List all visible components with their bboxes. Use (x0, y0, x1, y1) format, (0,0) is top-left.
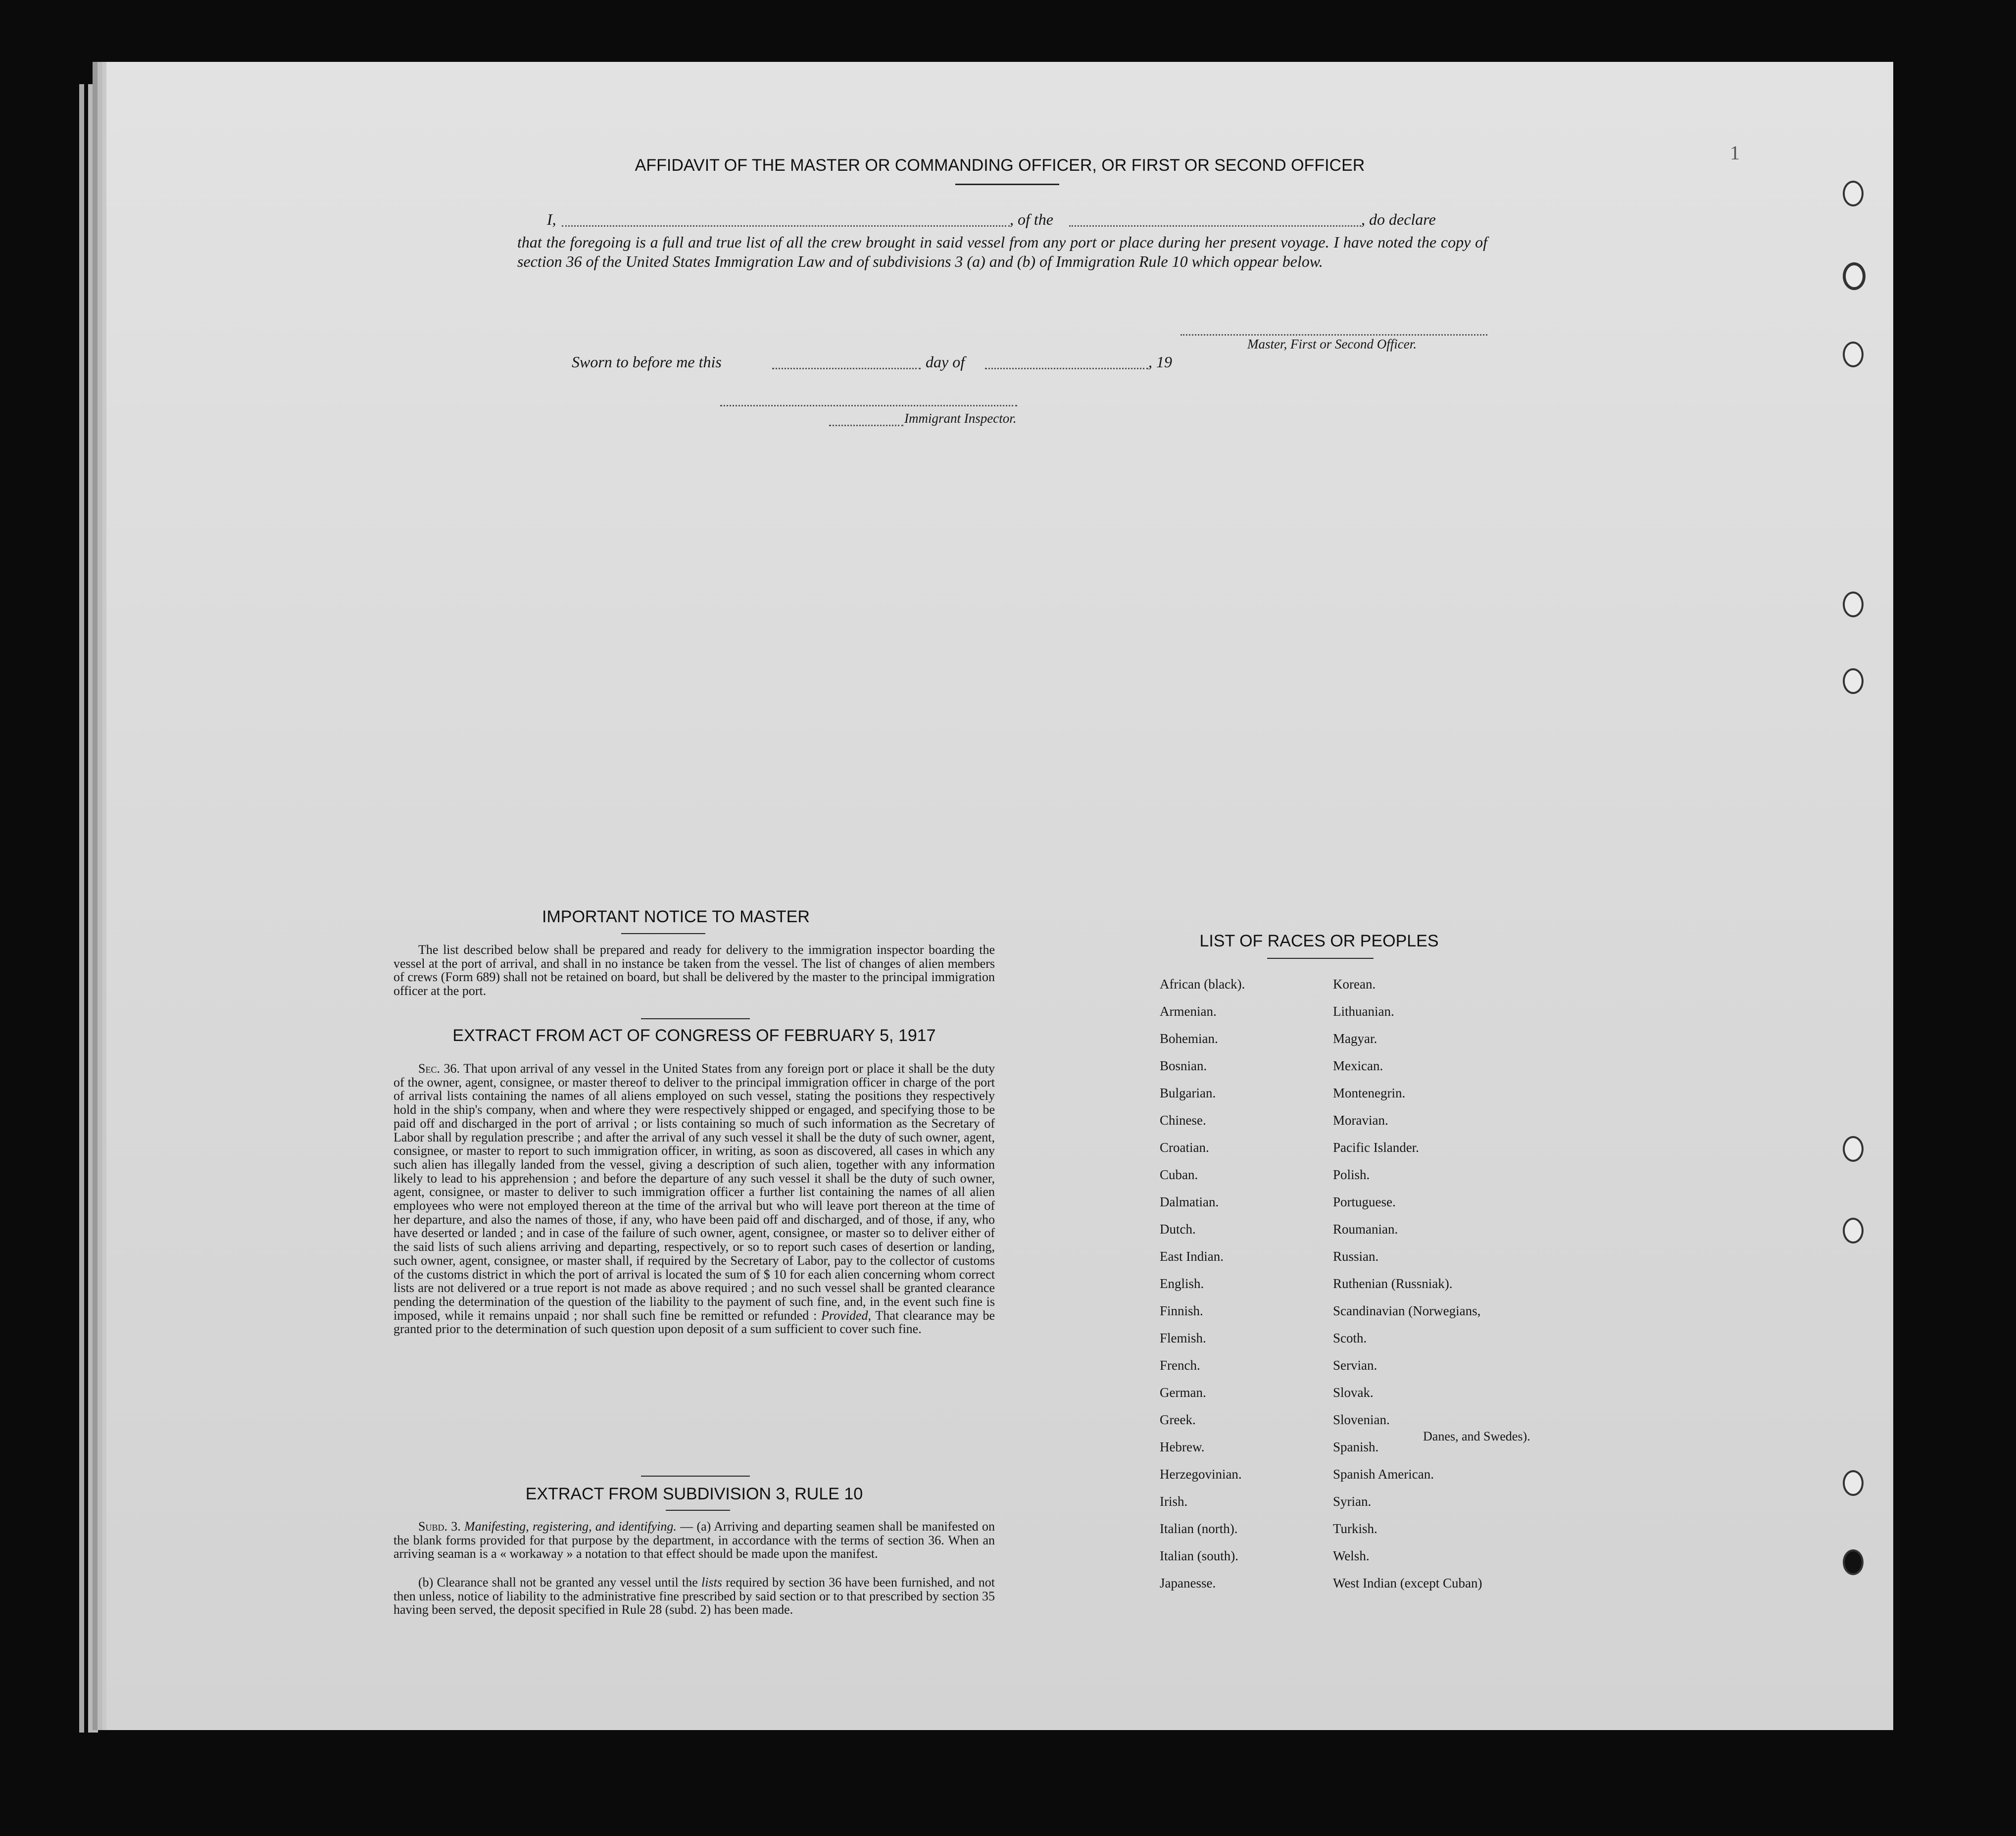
race-item: West Indian (except Cuban) (1333, 1576, 1482, 1590)
vessel-blank-line[interactable] (1069, 225, 1361, 227)
race-item: Magyar. (1333, 1031, 1377, 1046)
race-item: German. (1160, 1385, 1206, 1400)
rule-title-rule (666, 1510, 730, 1511)
race-item: East Indian. (1160, 1249, 1224, 1264)
affidavit-declare-label: , do declare (1361, 210, 1436, 228)
race-item: Slovenian. (1333, 1412, 1390, 1427)
race-item: Spanish American. (1333, 1467, 1434, 1482)
race-item: Roumanian. (1333, 1222, 1398, 1237)
race-item: African (black). (1160, 977, 1245, 992)
binder-hole (1843, 1136, 1864, 1162)
notice-text: The list described below shall be prepared and ready for delivery to the immigration inspector boarding the vessel at the port of arrival, and shall in no instance be taken from the vessel. The list of changes of alien members of crews (Form 689) shall not be retained on board, but shall be delivered by the master to the principal immigration officer at the port. (393, 943, 995, 998)
race-item: Bosnian. (1160, 1058, 1207, 1073)
proviso-word: Provided, (821, 1308, 871, 1323)
para-b-text-1: Clearance shall not be granted any vessel until the (437, 1575, 698, 1589)
subd-title: Manifesting, registering, and identifying. (464, 1519, 677, 1534)
races-title: LIST OF RACES OR PEOPLES (1199, 932, 1439, 950)
para-b-lists: lists (701, 1575, 722, 1589)
race-item: Korean. (1333, 977, 1376, 992)
binder-hole (1843, 668, 1864, 694)
race-item: Welsh. (1333, 1548, 1370, 1563)
race-item: Italian (north). (1160, 1521, 1238, 1536)
race-item: Flemish. (1160, 1331, 1206, 1345)
race-item: Hebrew. (1160, 1439, 1205, 1454)
notice-rule (621, 933, 705, 934)
binder-hole (1843, 181, 1864, 206)
act-text-main: That upon arrival of any vessel in the United States from any foreign port or place it shall be the duty of the owner, agent, consignee, or master thereof to deliver to the principal immigration officer in charge of the port of arrival lists containing the names of all aliens employed on such vessel, stating the positions they respectively hold in the ship's company, when and where they were respectively shipped or engaged, and specifying those to be paid off and discharged in the port of arrival ; or lists containing so much of such information as the Secretary of Labor shall by regulation prescribe ; and after the arrival of any such vessel it shall be the duty of such owner, agent, consignee, or master to report to such immigration officer, in writing, as soon as discovered, all cases in which any such alien has illegally landed from the vessel, giving a description of such alien, together with any information likely to lead to his apprehension ; and before the departure of any such vessel it shall be the duty of such owner, agent, consignee, or master to deliver to such immigration officer a further list containing the names of all alien employees who were not employed thereon at the time of the arrival but who will leave port thereon at the time of her departure, and also the names of those, if any, who have been paid off and discharged, and of those, if any, who have deserted or landed ; and in case of the failure of such owner, agent, consignee, or master so to deliver either of the said lists of such aliens arriving and departing, respectively, or so to report such cases of desertion or landing, such owner, agent, consignee, or master shall, if required by the Secretary of Labor, pay to the collector of customs of the customs district in which the port of arrival is located the sum of $ 10 for each alien concerning whom correct lists are not delivered or a true report is not made as above required ; and no such vessel shall be granted clearance pending the determination of the question of the liability to the payment of such fine, and, in the event such fine is imposed, while it remains unpaid ; nor shall such fine be remitted or refunded : (393, 1061, 995, 1323)
page-edge-strip (88, 84, 98, 1733)
inspector-signature-line-short (829, 425, 903, 426)
subd-label: Subd. 3. (418, 1519, 461, 1534)
binder-hole (1843, 1470, 1864, 1496)
race-item: Spanish. (1333, 1439, 1379, 1454)
race-item: Italian (south). (1160, 1548, 1238, 1563)
race-item: Bulgarian. (1160, 1086, 1216, 1100)
race-item: Bohemian. (1160, 1031, 1218, 1046)
title-rule (955, 184, 1059, 185)
day-of-label: day of (926, 353, 965, 371)
act-text-proviso: That clearance may be granted prior to the determination of such question upon deposit of a sum sufficient to cover such fine. (393, 1308, 995, 1337)
para-b-text-2: required by section 36 have been furnished, and not then unless, notice of liability to the administrative fine prescribed by said section or to that prescribed by section 35 having been served, the deposit specified in Rule 28 (subd. 2) has been made. (393, 1575, 995, 1617)
race-item: Moravian. (1333, 1113, 1388, 1128)
act-extract-title: EXTRACT FROM ACT OF CONGRESS OF FEBRUARY 5, 1917 (452, 1026, 936, 1045)
section-36-label: Sec. 36. (418, 1061, 460, 1076)
inspector-signature-line[interactable] (720, 405, 1017, 406)
notice-separator (641, 1018, 750, 1019)
para-a-text: Arriving and departing seamen shall be manifested on the blank forms provided for that purpose by the department, in accordance with the terms of section 36. When an arriving seaman is a « workaway » a notation to that effect should be made upon the manifest. (393, 1519, 995, 1561)
race-item: Portuguese. (1333, 1194, 1396, 1209)
margin-mark: 1 (1730, 142, 1740, 164)
races-rule (1267, 958, 1374, 959)
race-item: Turkish. (1333, 1521, 1377, 1536)
race-item: Scoth. (1333, 1331, 1367, 1345)
sworn-label: Sworn to before me this (572, 353, 722, 371)
race-item: French. (1160, 1358, 1200, 1373)
race-item: Syrian. (1333, 1494, 1372, 1509)
race-item: Croatian. (1160, 1140, 1209, 1155)
rule-extract-title: EXTRACT FROM SUBDIVISION 3, RULE 10 (525, 1485, 863, 1503)
notice-title: IMPORTANT NOTICE TO MASTER (542, 907, 810, 926)
master-signature-line[interactable] (1180, 334, 1487, 336)
race-item: Polish. (1333, 1167, 1370, 1182)
race-item: Irish. (1160, 1494, 1188, 1509)
race-item: Russian. (1333, 1249, 1379, 1264)
rule-para-b (393, 1576, 995, 1617)
year-label: , 19 (1148, 353, 1172, 371)
master-label: Master, First or Second Officer. (1247, 337, 1417, 351)
rule-para-a (393, 1520, 995, 1561)
race-item: Japanesse. (1160, 1576, 1216, 1590)
affidavit-body: that the foregoing is a full and true list of all the crew brought in said vessel from any port or place during her present voyage. I have noted the copy of section 36 of the United States Immigration Law and of subdivisions 3 (a) and (b) of Immigration Rule 10 which oppear below. (517, 233, 1487, 270)
race-item: Cuban. (1160, 1167, 1198, 1182)
act-extract-text (393, 1062, 995, 1336)
race-item: Dutch. (1160, 1222, 1196, 1237)
race-item: Armenian. (1160, 1004, 1217, 1019)
binder-hole (1843, 592, 1864, 617)
affidavit-title: AFFIDAVIT OF THE MASTER OR COMMANDING OFFICER, OR FIRST OR SECOND OFFICER (635, 156, 1365, 175)
binder-hole (1843, 1218, 1864, 1243)
document-page (106, 62, 1893, 1730)
race-item: Scandinavian (Norwegians, (1333, 1303, 1481, 1318)
para-a-marker: — (a) (680, 1519, 711, 1534)
act-separator (641, 1476, 750, 1477)
affidavit-of-the-label: , of the (1010, 210, 1053, 228)
inspector-label: Immigrant Inspector. (904, 411, 1017, 426)
affidavit-i-label: I, (547, 210, 556, 228)
sworn-date-blank[interactable] (772, 368, 921, 369)
sworn-month-blank[interactable] (985, 368, 1148, 369)
race-item: Ruthenian (Russniak). (1333, 1276, 1453, 1291)
race-item: Greek. (1160, 1412, 1196, 1427)
para-b-marker: (b) (418, 1575, 434, 1589)
races-col2-continuation: Danes, and Swedes). (1423, 1429, 1530, 1443)
binder-hole (1843, 1549, 1864, 1575)
race-item: Chinese. (1160, 1113, 1206, 1128)
page-edge-strip (79, 84, 84, 1733)
race-item: Lithuanian. (1333, 1004, 1394, 1019)
binder-hole (1843, 262, 1866, 290)
race-item: Montenegrin. (1333, 1086, 1406, 1100)
race-item: Pacific Islander. (1333, 1140, 1419, 1155)
race-item: Finnish. (1160, 1303, 1203, 1318)
race-item: Dalmatian. (1160, 1194, 1219, 1209)
race-item: Mexican. (1333, 1058, 1383, 1073)
name-blank-line[interactable] (562, 225, 1010, 227)
race-item: Servian. (1333, 1358, 1377, 1373)
binder-hole (1843, 342, 1864, 367)
race-item: Slovak. (1333, 1385, 1374, 1400)
race-item: English. (1160, 1276, 1204, 1291)
race-item: Herzegovinian. (1160, 1467, 1242, 1482)
